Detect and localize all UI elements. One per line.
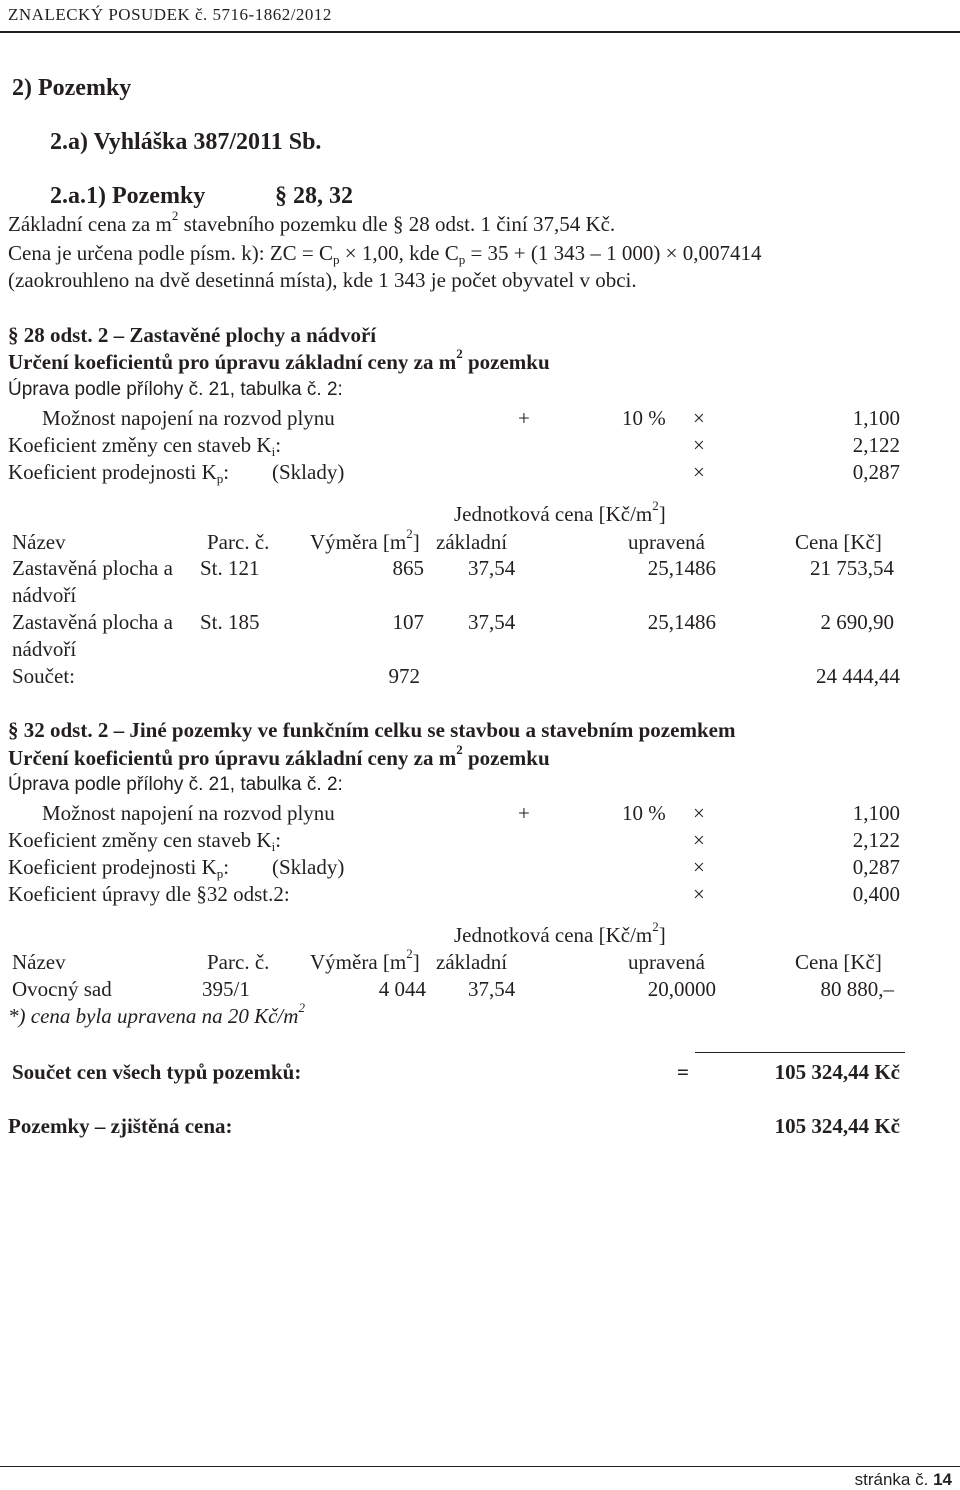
document-header: ZNALECKÝ POSUDEK č. 5716-1862/2012 xyxy=(8,5,332,24)
block1-sum-label: Součet: xyxy=(12,664,75,688)
block1-row1-upravena: 25,1486 xyxy=(647,556,716,580)
block2-subheading-a: Určení koeficientů pro úpravu základní ceny za m xyxy=(8,746,457,770)
subsection-title: 2.a) Vyhláška 387/2011 Sb. xyxy=(50,129,322,155)
block1-row1-zakladni: 37,54 xyxy=(468,556,516,580)
block2-col-nazev: Název xyxy=(12,950,66,974)
block2-coef-3-extra: (Sklady) xyxy=(272,855,345,879)
block1-coef-3-value: 0,287 xyxy=(852,460,900,484)
block1-row2-zakladni: 37,54 xyxy=(468,610,516,634)
page-number: 14 xyxy=(933,1470,952,1489)
block2-heading: § 32 odst. 2 – Jiné pozemky ve funkčním celku se stavbou a stavebním pozemkem xyxy=(8,718,736,742)
block2-row-parc: 395/1 xyxy=(202,977,250,1001)
block1-coef-2-label-a: Koeficient změny cen staveb K xyxy=(8,433,272,457)
block1-row2-cena: 2 690,90 xyxy=(820,610,894,634)
footer-label: stránka č. xyxy=(854,1470,929,1489)
block2-note-sup: 2 xyxy=(298,1000,305,1015)
block2-subheading-sup: 2 xyxy=(456,742,463,757)
block1-col-vymera-b: ] xyxy=(412,530,420,554)
totals-final-label: Pozemky – zjištěná cena: xyxy=(8,1114,233,1138)
block2-coef-1-op: × xyxy=(693,801,705,825)
block1-col-vymera-sup: 2 xyxy=(406,526,413,541)
subsub-title-text: 2.a.1) Pozemky xyxy=(50,183,206,209)
intro-line-1-a: Základní cena za m xyxy=(8,212,172,236)
subsub-paragraphs: § 28, 32 xyxy=(275,183,353,209)
block2-coef-3-op: × xyxy=(693,855,705,879)
intro-line-2-b: × 1,00, kde C xyxy=(339,241,459,265)
block1-coef-1-op: × xyxy=(693,406,705,430)
block2-col-vymera xyxy=(310,946,420,975)
block1-coef-2-label xyxy=(8,433,281,458)
subsub-title xyxy=(50,182,205,211)
block1-coef-2-value: 2,122 xyxy=(852,433,900,457)
block2-coef-4-op: × xyxy=(693,882,705,906)
block2-col-upravena: upravená xyxy=(628,950,705,974)
block1-coef-1-value: 1,100 xyxy=(852,406,900,430)
block1-unit-head-sup: 2 xyxy=(652,498,659,513)
block1-col-vymera xyxy=(310,526,420,555)
intro-line-1-b: stavebního pozemku dle § 28 odst. 1 činí 37,54 Kč. xyxy=(178,212,616,236)
block1-coef-3-sub: p xyxy=(216,471,224,486)
page-footer xyxy=(855,1470,952,1490)
intro-line-2 xyxy=(8,241,761,266)
block1-coef-3-label xyxy=(8,460,229,485)
block2-coef-2-label xyxy=(8,828,281,853)
block2-unit-head xyxy=(454,919,666,948)
block1-heading: § 28 odst. 2 – Zastavěné plochy a nádvoří xyxy=(8,323,377,347)
block2-coef-1-pct: 10 % xyxy=(622,801,666,825)
intro-line-2-sub2: p xyxy=(458,252,466,267)
block2-coef-2-sub: i xyxy=(271,839,276,854)
block2-note-a: *) cena byla upravena na 20 Kč/m xyxy=(8,1004,299,1028)
totals-final-value: 105 324,44 Kč xyxy=(774,1114,900,1138)
sum-rule xyxy=(695,1052,905,1053)
block1-coef-3-label-a: Koeficient prodejnosti K xyxy=(8,460,217,484)
block1-coef-1-sign: + xyxy=(518,406,530,430)
block2-coef-3-sub: p xyxy=(216,866,224,881)
block2-coef-2-label-a: Koeficient změny cen staveb K xyxy=(8,828,272,852)
block1-subheading xyxy=(8,346,550,375)
block1-coef-3-op: × xyxy=(693,460,705,484)
block2-coef-1-value: 1,100 xyxy=(852,801,900,825)
block2-coef-2-label-b: : xyxy=(275,828,282,852)
block2-coef-3-label xyxy=(8,855,229,880)
block2-row-cena: 80 880,– xyxy=(820,977,894,1001)
block2-row-zakladni: 37,54 xyxy=(468,977,516,1001)
intro-line-2-sub1: p xyxy=(333,252,340,267)
block2-coef-3-label-a: Koeficient prodejnosti K xyxy=(8,855,217,879)
block2-coef-1-sign: + xyxy=(518,801,530,825)
block2-coef-4-label: Koeficient úpravy dle §32 odst.2: xyxy=(8,882,290,906)
block1-coef-2-label-b: : xyxy=(275,433,282,457)
block2-coef-2-value: 2,122 xyxy=(852,828,900,852)
block2-coef-3-label-b: : xyxy=(223,855,230,879)
block1-coef-1-pct: 10 % xyxy=(622,406,666,430)
block1-col-upravena: upravená xyxy=(628,530,705,554)
block1-row2-nazev2: nádvoří xyxy=(12,637,77,661)
block1-col-parc: Parc. č. xyxy=(207,530,270,554)
block2-col-vymera-a: Výměra [m xyxy=(310,950,407,974)
block1-coef-2-op: × xyxy=(693,433,705,457)
block1-subheading-a: Určení koeficientů pro úpravu základní ceny za m xyxy=(8,350,457,374)
block2-col-vymera-sup: 2 xyxy=(406,946,413,961)
block1-uprava: Úprava podle přílohy č. 21, tabulka č. 2: xyxy=(8,379,343,400)
intro-line-1 xyxy=(8,208,616,237)
block2-unit-head-a: Jednotková cena [Kč/m xyxy=(454,923,653,947)
block2-row-nazev: Ovocný sad xyxy=(12,977,112,1001)
block1-col-cena: Cena [Kč] xyxy=(795,530,882,554)
block1-col-nazev: Název xyxy=(12,530,66,554)
block1-sum-vymera: 972 xyxy=(388,664,420,688)
section-title: 2) Pozemky xyxy=(12,75,132,101)
intro-line-2-c: = 35 + (1 343 – 1 000) × 0,007414 xyxy=(465,241,762,265)
block1-coef-2-sub: i xyxy=(271,444,276,459)
block1-unit-head-a: Jednotková cena [Kč/m xyxy=(454,502,653,526)
block2-subheading-b: pozemku xyxy=(462,746,550,770)
intro-line-1-sup: 2 xyxy=(171,208,179,223)
block2-row-upravena: 20,0000 xyxy=(647,977,716,1001)
block1-sum-cena: 24 444,44 xyxy=(816,664,900,688)
block2-unit-head-sup: 2 xyxy=(652,919,659,934)
block2-subheading xyxy=(8,742,550,771)
block1-row2-vymera: 107 xyxy=(392,610,424,634)
totals-sum-value: 105 324,44 Kč xyxy=(774,1060,900,1084)
totals-sum-label: Součet cen všech typů pozemků: xyxy=(12,1060,302,1084)
block2-note xyxy=(8,1000,305,1029)
block2-coef-3-value: 0,287 xyxy=(852,855,900,879)
header-rule xyxy=(0,31,960,33)
block2-row-vymera: 4 044 xyxy=(378,977,426,1001)
block1-coef-3-label-b: : xyxy=(223,460,230,484)
block1-row1-nazev2: nádvoří xyxy=(12,583,77,607)
block1-subheading-b: pozemku xyxy=(462,350,550,374)
block1-row1-cena: 21 753,54 xyxy=(810,556,894,580)
block1-row1-parc: St. 121 xyxy=(200,556,260,580)
block2-coef-1-label: Možnost napojení na rozvod plynu xyxy=(42,801,335,825)
intro-line-3: (zaokrouhleno na dvě desetinná místa), kde 1 343 je počet obyvatel v obci. xyxy=(8,268,637,292)
block1-col-zakladni: základní xyxy=(436,530,508,554)
block2-uprava: Úprava podle přílohy č. 21, tabulka č. 2: xyxy=(8,774,343,795)
block1-coef-1-label: Možnost napojení na rozvod plynu xyxy=(42,406,335,430)
block1-row2-upravena: 25,1486 xyxy=(647,610,716,634)
block1-unit-head xyxy=(454,498,666,527)
block1-col-vymera-a: Výměra [m xyxy=(310,530,407,554)
block2-col-vymera-b: ] xyxy=(412,950,420,974)
block1-row1-vymera: 865 xyxy=(392,556,424,580)
block2-col-zakladni: základní xyxy=(436,950,508,974)
block1-subheading-sup: 2 xyxy=(456,346,463,361)
footer-rule xyxy=(0,1466,960,1467)
totals-sum-eq: = xyxy=(677,1060,689,1084)
intro-line-2-a: Cena je určena podle písm. k): ZC = C xyxy=(8,241,334,265)
block1-row1-nazev: Zastavěná plocha a xyxy=(12,556,173,580)
block1-coef-3-extra: (Sklady) xyxy=(272,460,345,484)
block1-unit-head-b: ] xyxy=(658,502,666,526)
block1-row2-parc: St. 185 xyxy=(200,610,260,634)
block2-unit-head-b: ] xyxy=(658,923,666,947)
block2-coef-2-op: × xyxy=(693,828,705,852)
block2-col-cena: Cena [Kč] xyxy=(795,950,882,974)
block1-row2-nazev: Zastavěná plocha a xyxy=(12,610,173,634)
block2-coef-4-value: 0,400 xyxy=(852,882,900,906)
block2-col-parc: Parc. č. xyxy=(207,950,270,974)
